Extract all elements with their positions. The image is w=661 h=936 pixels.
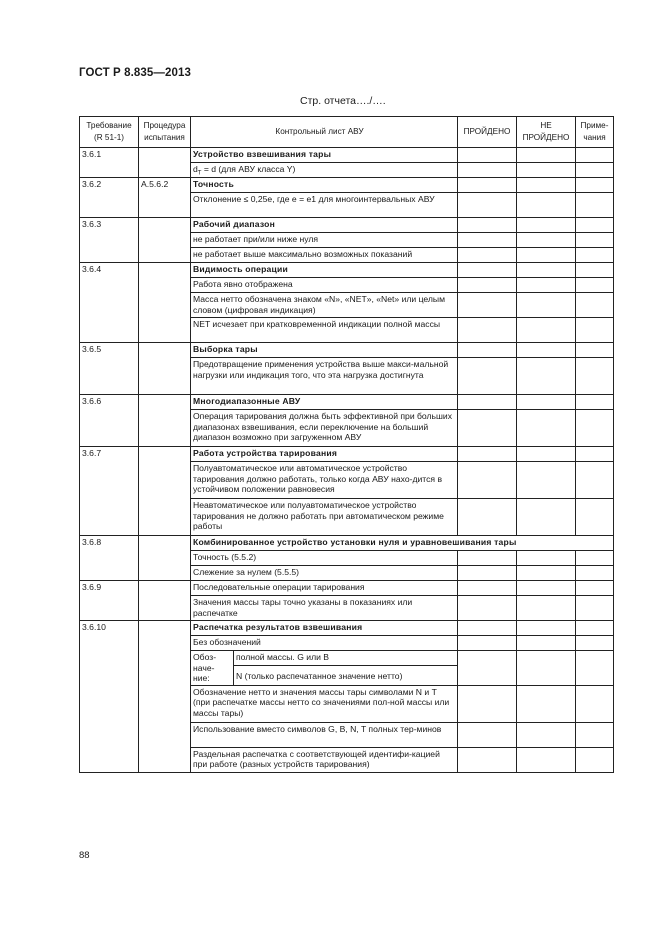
header-row (80, 117, 614, 148)
procedure-cell: A.5.6.2 (139, 178, 191, 193)
table-row (80, 343, 614, 358)
item-text: Без обозначений (191, 636, 458, 651)
passed-checkbox-cell[interactable] (458, 278, 517, 293)
passed-checkbox-cell[interactable] (458, 163, 517, 178)
notes-cell[interactable] (576, 318, 614, 343)
section-title: Работа устройства тарирования (191, 447, 458, 462)
passed-checkbox-cell[interactable] (458, 747, 517, 772)
notes-cell (576, 263, 614, 278)
report-page-counter: Стр. отчета…./…. (300, 95, 386, 107)
notes-cell[interactable] (576, 722, 614, 747)
header-not-passed: НЕ ПРОЙДЕНО (517, 117, 576, 148)
designation-label: Обоз-наче-ние: (191, 651, 234, 685)
procedure-cell (139, 447, 191, 462)
item-text: Слежение за нулем (5.5.5) (191, 566, 458, 581)
requirement-cell (80, 358, 139, 395)
not-passed-checkbox-cell[interactable] (517, 685, 576, 722)
not-passed-checkbox-cell[interactable] (517, 278, 576, 293)
requirement-cell (80, 722, 139, 747)
not-passed-checkbox-cell[interactable] (517, 318, 576, 343)
requirement-cell: 3.6.9 (80, 581, 139, 596)
procedure-cell (139, 148, 191, 163)
notes-cell[interactable] (576, 551, 614, 566)
table-row (80, 536, 614, 551)
procedure-cell (139, 551, 191, 566)
table-row (80, 462, 614, 499)
procedure-cell (139, 566, 191, 581)
table-row (80, 636, 614, 651)
passed-checkbox-cell (458, 218, 517, 233)
requirement-cell: 3.6.1 (80, 148, 139, 163)
requirement-cell (80, 462, 139, 499)
procedure-cell (139, 596, 191, 621)
not-passed-checkbox-cell[interactable] (517, 233, 576, 248)
notes-cell (576, 343, 614, 358)
requirement-cell (80, 499, 139, 536)
table-row (80, 410, 614, 447)
checklist-table (79, 116, 614, 773)
designation-cell (191, 651, 458, 686)
table-row (80, 447, 614, 462)
requirement-cell (80, 233, 139, 248)
not-passed-checkbox-cell[interactable] (517, 551, 576, 566)
item-text: Работа явно отображена (191, 278, 458, 293)
not-passed-checkbox-cell[interactable] (517, 462, 576, 499)
not-passed-checkbox-cell[interactable] (517, 499, 576, 536)
notes-cell (576, 447, 614, 462)
notes-cell[interactable] (576, 636, 614, 651)
procedure-cell (139, 410, 191, 447)
not-passed-checkbox-cell (517, 447, 576, 462)
procedure-cell (139, 747, 191, 772)
table-row (80, 651, 614, 686)
procedure-cell (139, 233, 191, 248)
passed-checkbox-cell[interactable] (458, 293, 517, 318)
table-row (80, 248, 614, 263)
not-passed-checkbox-cell (517, 343, 576, 358)
table-row (80, 499, 614, 536)
header-notes: Приме- чания (576, 117, 614, 148)
table-row (80, 581, 614, 596)
section-title: Точность (191, 178, 458, 193)
requirement-cell: 3.6.10 (80, 621, 139, 636)
notes-cell[interactable] (576, 685, 614, 722)
passed-checkbox-cell[interactable] (458, 193, 517, 218)
procedure-cell (139, 636, 191, 651)
section-title: Выборка тары (191, 343, 458, 358)
table-row (80, 551, 614, 566)
not-passed-checkbox-cell (517, 263, 576, 278)
section-title: Рабочий диапазон (191, 218, 458, 233)
item-text: Раздельная распечатка с соответствующей идентифи-кацией при работе (разных устройств тарирования) (191, 747, 458, 772)
table-row (80, 148, 614, 163)
not-passed-checkbox-cell[interactable] (517, 293, 576, 318)
item-text: Полуавтоматическое или автоматическое устройство тарирования должно работать, только когда АВУ нахо-дится в устойчивом положении равновесия (191, 462, 458, 499)
table-row (80, 233, 614, 248)
table-row (80, 263, 614, 278)
passed-checkbox-cell[interactable] (458, 358, 517, 395)
notes-cell (576, 148, 614, 163)
notes-cell[interactable] (576, 581, 614, 596)
not-passed-checkbox-cell[interactable] (517, 651, 576, 686)
procedure-cell (139, 621, 191, 636)
passed-checkbox-cell[interactable] (458, 410, 517, 447)
item-text: Отклонение ≤ 0,25e, где e = e1 для многоинтервальных АВУ (191, 193, 458, 218)
item-text: не работает выше максимально возможных показаний (191, 248, 458, 263)
procedure-cell (139, 499, 191, 536)
page-number: 88 (79, 850, 90, 861)
notes-cell[interactable] (576, 747, 614, 772)
header-procedure: Процедура испытания (139, 117, 191, 148)
table-row (80, 318, 614, 343)
item-text: Использование вместо символов G, B, N, T полных тер-минов (191, 722, 458, 747)
not-passed-checkbox-cell (517, 218, 576, 233)
notes-cell[interactable] (576, 193, 614, 218)
not-passed-checkbox-cell[interactable] (517, 163, 576, 178)
table-row (80, 596, 614, 621)
requirement-cell: 3.6.7 (80, 447, 139, 462)
requirement-cell: 3.6.8 (80, 536, 139, 551)
requirement-cell: 3.6.2 (80, 178, 139, 193)
table-row (80, 621, 614, 636)
not-passed-checkbox-cell (517, 178, 576, 193)
passed-checkbox-cell[interactable] (458, 581, 517, 596)
not-passed-checkbox-cell (517, 148, 576, 163)
not-passed-checkbox-cell[interactable] (517, 358, 576, 395)
passed-checkbox-cell[interactable] (458, 636, 517, 651)
requirement-cell (80, 551, 139, 566)
passed-checkbox-cell[interactable] (458, 318, 517, 343)
not-passed-checkbox-cell (517, 621, 576, 636)
header-contents: Контрольный лист АВУ (191, 117, 458, 148)
notes-cell (576, 395, 614, 410)
section-title: Распечатка результатов взвешивания (191, 621, 458, 636)
passed-checkbox-cell[interactable] (458, 233, 517, 248)
not-passed-checkbox-cell[interactable] (517, 248, 576, 263)
notes-cell[interactable] (576, 596, 614, 621)
procedure-cell (139, 263, 191, 278)
passed-checkbox-cell (458, 148, 517, 163)
requirement-cell (80, 193, 139, 218)
requirement-cell (80, 293, 139, 318)
notes-cell[interactable] (576, 651, 614, 686)
table-row (80, 163, 614, 178)
procedure-cell (139, 358, 191, 395)
procedure-cell (139, 395, 191, 410)
notes-cell[interactable] (576, 410, 614, 447)
requirement-cell (80, 566, 139, 581)
not-passed-checkbox-cell[interactable] (517, 566, 576, 581)
passed-checkbox-cell[interactable] (458, 722, 517, 747)
notes-cell[interactable] (576, 499, 614, 536)
passed-checkbox-cell[interactable] (458, 596, 517, 621)
notes-cell[interactable] (576, 462, 614, 499)
item-text: Предотвращение применения устройства выше макси-мальной нагрузки или индикация того, что эта нагрузка достигнута (191, 358, 458, 395)
table-row (80, 685, 614, 722)
item-text: Обозначение нетто и значения массы тары символами N и T (при распечатке массы нетто со значениями пол-ной массы или массы тары) (191, 685, 458, 722)
passed-checkbox-cell[interactable] (458, 651, 517, 686)
passed-checkbox-cell[interactable] (458, 499, 517, 536)
item-text: Масса нетто обозначена знаком «N», «NET», «Net» или целым словом (цифровая индикация) (191, 293, 458, 318)
requirement-cell: 3.6.5 (80, 343, 139, 358)
section-title: Комбинированное устройство установки нуля и уравновешивания тары (191, 536, 614, 551)
passed-checkbox-cell[interactable] (458, 248, 517, 263)
table-row (80, 178, 614, 193)
passed-checkbox-cell[interactable] (458, 685, 517, 722)
requirement-cell: 3.6.4 (80, 263, 139, 278)
requirement-cell: 3.6.3 (80, 218, 139, 233)
procedure-cell (139, 343, 191, 358)
procedure-cell (139, 722, 191, 747)
notes-cell[interactable] (576, 293, 614, 318)
item-text: $d_T = d$ (для АВУ класса Y) (191, 163, 458, 178)
not-passed-checkbox-cell[interactable] (517, 410, 576, 447)
designation-subtable (191, 651, 457, 685)
table-row (80, 218, 614, 233)
requirement-cell: 3.6.6 (80, 395, 139, 410)
document-code: ГОСТ Р 8.835—2013 (79, 67, 191, 79)
table-row (80, 278, 614, 293)
passed-checkbox-cell (458, 178, 517, 193)
requirement-cell (80, 596, 139, 621)
procedure-cell (139, 536, 191, 551)
passed-checkbox-cell (458, 395, 517, 410)
notes-cell[interactable] (576, 163, 614, 178)
table-row (80, 395, 614, 410)
requirement-cell (80, 278, 139, 293)
requirement-cell (80, 318, 139, 343)
passed-checkbox-cell (458, 447, 517, 462)
item-text: Операция тарирования должна быть эффективной при больших диапазонах взвешивания, если переключение на больший диапазон возможно при загруженном АВУ (191, 410, 458, 447)
not-passed-checkbox-cell[interactable] (517, 722, 576, 747)
procedure-cell (139, 462, 191, 499)
notes-cell (576, 621, 614, 636)
procedure-cell (139, 293, 191, 318)
not-passed-checkbox-cell[interactable] (517, 193, 576, 218)
not-passed-checkbox-cell[interactable] (517, 596, 576, 621)
passed-checkbox-cell (458, 263, 517, 278)
requirement-cell (80, 651, 139, 686)
header-requirement: Требование (R 51-1) (80, 117, 139, 148)
passed-checkbox-cell (458, 343, 517, 358)
procedure-cell (139, 651, 191, 686)
table-row (80, 566, 614, 581)
requirement-cell (80, 747, 139, 772)
requirement-cell (80, 685, 139, 722)
section-title: Видимость операции (191, 263, 458, 278)
notes-cell[interactable] (576, 566, 614, 581)
table-row (80, 358, 614, 395)
item-text: Последовательные операции тарирования (191, 581, 458, 596)
procedure-cell (139, 163, 191, 178)
item-text: Значения массы тары точно указаны в показаниях или распечатке (191, 596, 458, 621)
passed-checkbox-cell (458, 621, 517, 636)
item-text: не работает при/или ниже нуля (191, 233, 458, 248)
not-passed-checkbox-cell (517, 395, 576, 410)
designation-net: N (только распечатанное значение нетто) (236, 671, 403, 682)
procedure-cell (139, 278, 191, 293)
passed-checkbox-cell[interactable] (458, 566, 517, 581)
notes-cell[interactable] (576, 278, 614, 293)
notes-cell (576, 218, 614, 233)
designation-gross: полной массы. G или B (234, 651, 458, 666)
table-row (80, 722, 614, 747)
header-passed: ПРОЙДЕНО (458, 117, 517, 148)
requirement-cell (80, 163, 139, 178)
table-row (80, 193, 614, 218)
notes-cell[interactable] (576, 358, 614, 395)
procedure-cell (139, 318, 191, 343)
requirement-cell (80, 410, 139, 447)
procedure-cell (139, 193, 191, 218)
table-row (80, 293, 614, 318)
requirement-cell (80, 636, 139, 651)
notes-cell (576, 178, 614, 193)
not-passed-checkbox-cell[interactable] (517, 581, 576, 596)
notes-cell[interactable] (576, 248, 614, 263)
section-title: Многодиапазонные АВУ (191, 395, 458, 410)
notes-cell[interactable] (576, 233, 614, 248)
not-passed-checkbox-cell[interactable] (517, 636, 576, 651)
table-row (80, 747, 614, 772)
item-text: Неавтоматическое или полуавтоматическое устройство тарирования не должно работать при автоматическом режиме работы (191, 499, 458, 536)
not-passed-checkbox-cell[interactable] (517, 747, 576, 772)
item-text: NET исчезает при кратковременной индикации полной массы (191, 318, 458, 343)
passed-checkbox-cell[interactable] (458, 462, 517, 499)
requirement-cell (80, 248, 139, 263)
passed-checkbox-cell[interactable] (458, 551, 517, 566)
item-text: Точность (5.5.2) (191, 551, 458, 566)
procedure-cell (139, 581, 191, 596)
section-title: Устройство взвешивания тары (191, 148, 458, 163)
procedure-cell (139, 248, 191, 263)
procedure-cell (139, 218, 191, 233)
procedure-cell (139, 685, 191, 722)
